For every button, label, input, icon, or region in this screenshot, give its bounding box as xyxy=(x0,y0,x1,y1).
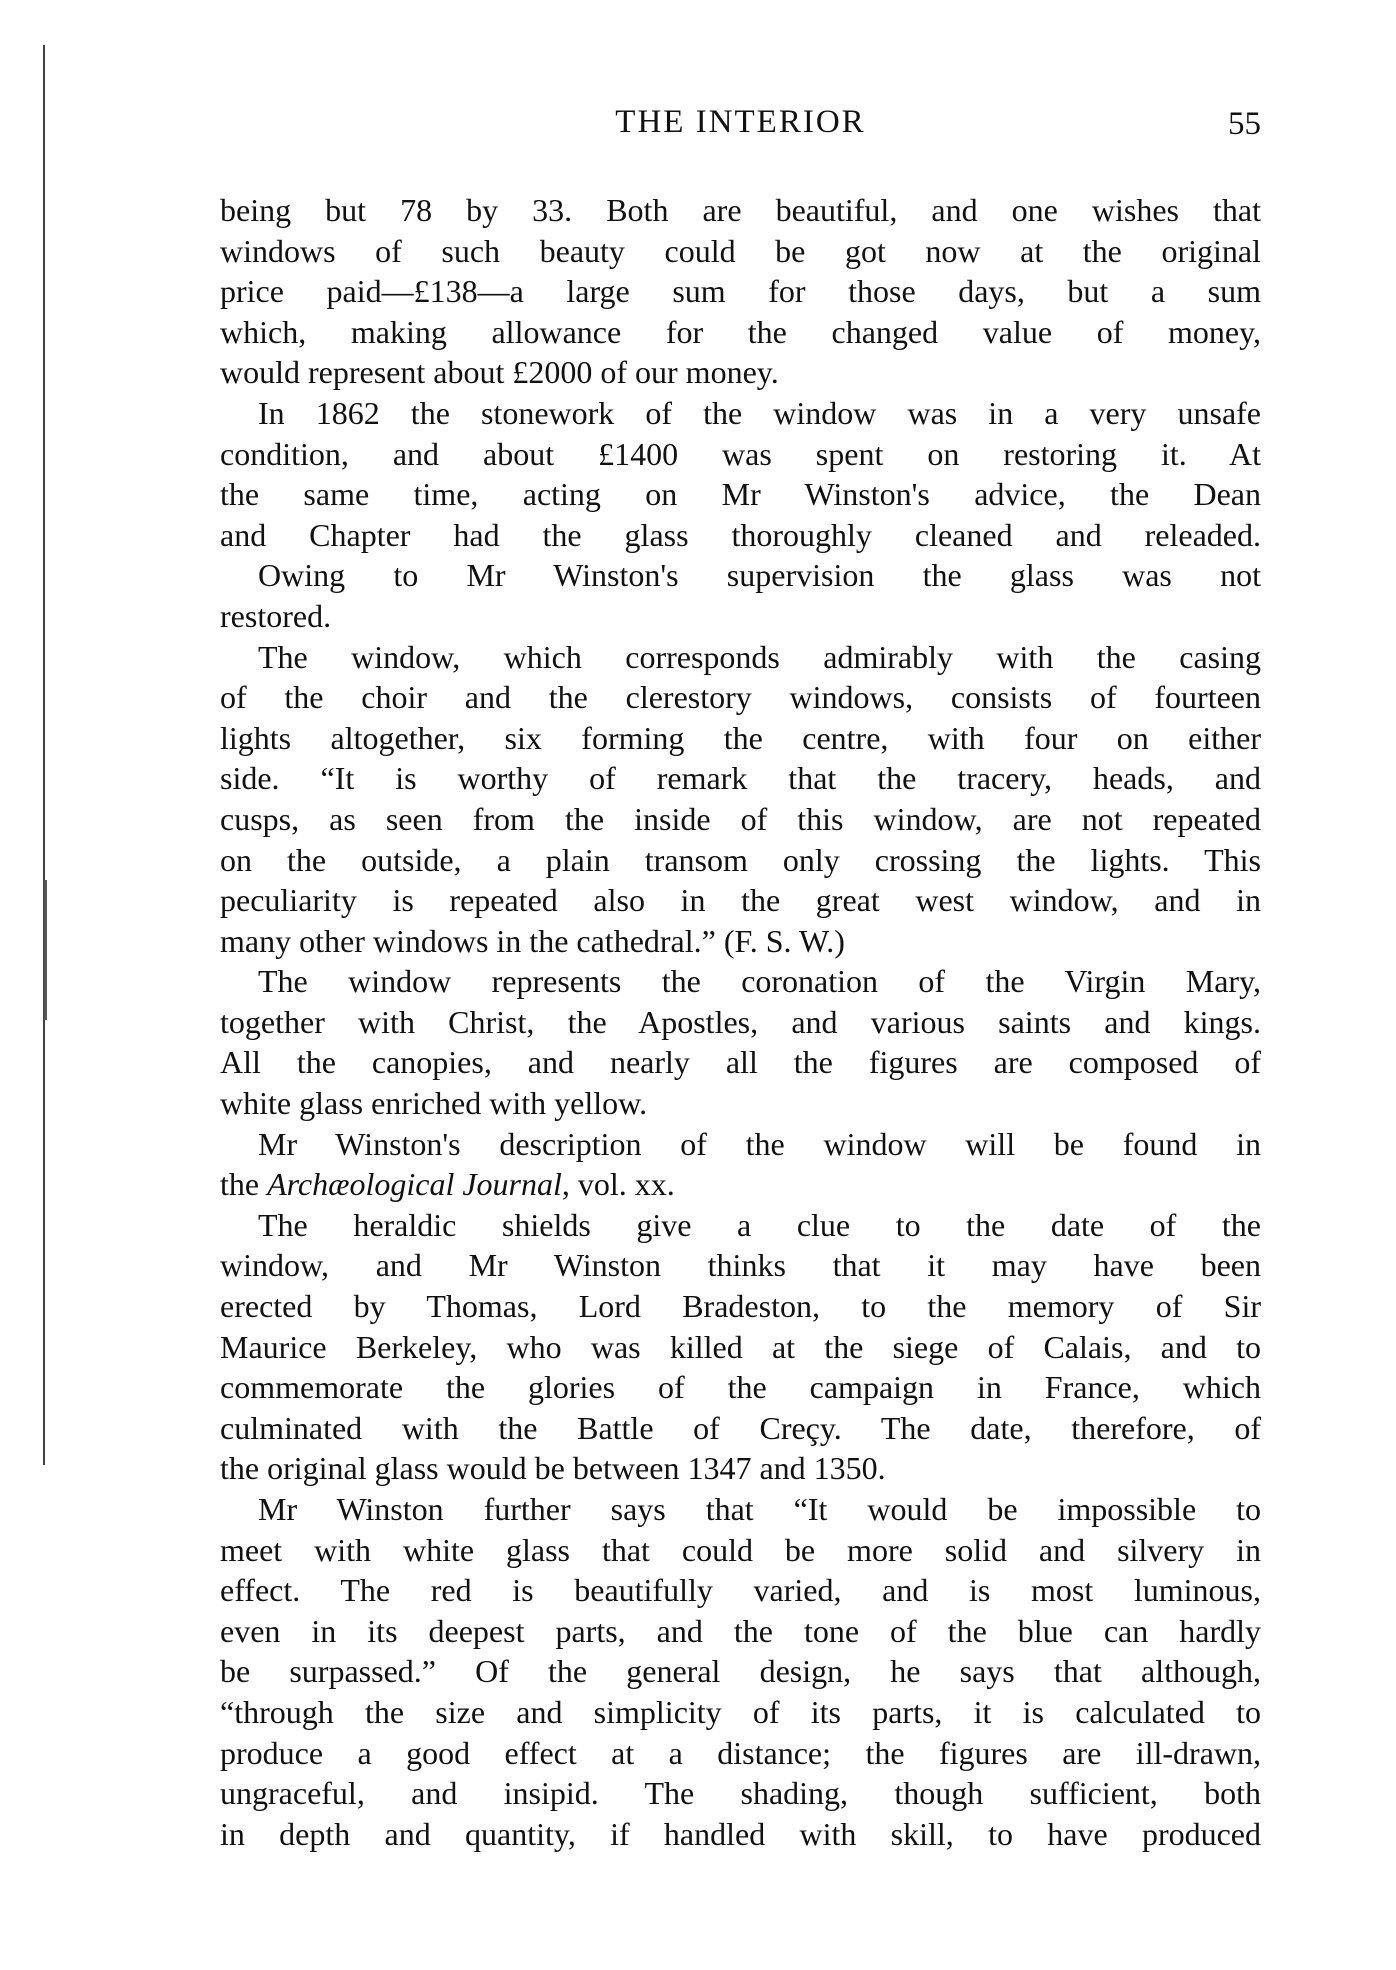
text-segment: be surpassed.” Of the general design, he says that although, xyxy=(220,1653,1261,1690)
text-segment: peculiarity is repeated also in the great west window, and in xyxy=(220,882,1261,919)
running-head xyxy=(220,100,1261,150)
text-segment: Owing to Mr Winston's supervision the glass was not xyxy=(258,557,1261,594)
text-line xyxy=(220,1367,1261,1408)
text-line xyxy=(220,1611,1261,1652)
text-segment: All the canopies, and nearly all the figures are composed of xyxy=(220,1044,1261,1081)
text-line xyxy=(220,434,1261,475)
text-line xyxy=(220,637,1261,678)
text-line xyxy=(220,1773,1261,1814)
text-segment: on the outside, a plain transom only crossing the lights. This xyxy=(220,841,1261,878)
text-segment: , vol. xx. xyxy=(561,1166,675,1203)
text-line xyxy=(220,1083,1261,1124)
text-line xyxy=(220,718,1261,759)
text-line xyxy=(220,352,1261,393)
text-line xyxy=(220,1530,1261,1571)
page-number: 55 xyxy=(1228,106,1261,142)
text-line xyxy=(220,1205,1261,1246)
scan-page-edge-shadow xyxy=(44,880,47,1020)
text-line xyxy=(220,1489,1261,1530)
text-line xyxy=(220,231,1261,272)
text-segment: and Chapter had the glass thoroughly cleaned and releaded. xyxy=(220,516,1261,553)
text-line xyxy=(220,312,1261,353)
text-segment: cusps, as seen from the inside of this window, are not repeated xyxy=(220,800,1261,837)
text-segment: effect. The red is beautifully varied, and is most luminous, xyxy=(220,1572,1261,1609)
text-line xyxy=(220,393,1261,434)
body-text xyxy=(220,190,1261,1854)
text-line xyxy=(220,677,1261,718)
text-line xyxy=(220,1651,1261,1692)
text-segment: which, making allowance for the changed value of money, xyxy=(220,313,1261,350)
text-line xyxy=(220,1448,1261,1489)
text-segment: restored. xyxy=(220,597,332,634)
text-line xyxy=(220,271,1261,312)
text-segment: price paid—£138—a large sum for those days, but a sum xyxy=(220,273,1261,310)
text-line xyxy=(220,921,1261,962)
text-segment: being but 78 by 33. Both are beautiful, and one wishes that xyxy=(220,192,1261,228)
text-segment: condition, and about £1400 was spent on restoring it. At xyxy=(220,435,1261,472)
text-line xyxy=(220,1692,1261,1733)
text-line xyxy=(220,1408,1261,1449)
text-line xyxy=(220,555,1261,596)
text-segment: ungraceful, and insipid. The shading, though sufficient, both xyxy=(220,1775,1261,1812)
text-line xyxy=(220,840,1261,881)
text-segment: erected by Thomas, Lord Bradeston, to the memory of Sir xyxy=(220,1288,1261,1325)
text-segment: the xyxy=(220,1166,268,1203)
text-segment: Maurice Berkeley, who was killed at the siege of Calais, and to xyxy=(220,1328,1261,1365)
text-segment: In 1862 the stonework of the window was in a very unsafe xyxy=(258,394,1261,431)
text-line xyxy=(220,880,1261,921)
text-segment: lights altogether, six forming the centre, with four on either xyxy=(220,719,1261,756)
italic-title: Archæological Journal xyxy=(267,1166,562,1203)
text-segment: Mr Winston's description of the window will be found in xyxy=(258,1125,1261,1162)
text-segment: in depth and quantity, if handled with skill, to have produced xyxy=(220,1815,1261,1852)
text-segment: the same time, acting on Mr Winston's advice, the Dean xyxy=(220,476,1261,513)
text-segment: would represent about £2000 of our money. xyxy=(220,354,779,391)
text-line xyxy=(220,474,1261,515)
text-line xyxy=(220,799,1261,840)
text-line xyxy=(220,515,1261,556)
text-line xyxy=(220,190,1261,231)
text-segment: white glass enriched with yellow. xyxy=(220,1085,648,1122)
text-line xyxy=(220,1245,1261,1286)
text-segment: culminated with the Battle of Creçy. The date, therefore, of xyxy=(220,1409,1261,1446)
text-segment: even in its deepest parts, and the tone of the blue can hardly xyxy=(220,1612,1261,1649)
scan-page-edge xyxy=(43,45,45,1465)
text-segment: the original glass would be between 1347 and 1350. xyxy=(220,1450,886,1487)
text-segment: of the choir and the clerestory windows, consists of fourteen xyxy=(220,679,1261,716)
text-segment: The window represents the coronation of the Virgin Mary, xyxy=(258,963,1261,1000)
text-line xyxy=(220,1164,1261,1205)
text-line xyxy=(220,1042,1261,1083)
text-line xyxy=(220,1124,1261,1165)
text-line xyxy=(220,1733,1261,1774)
text-line xyxy=(220,961,1261,1002)
text-line xyxy=(220,596,1261,637)
text-segment: Mr Winston further says that “It would be impossible to xyxy=(258,1491,1261,1527)
text-line xyxy=(220,758,1261,799)
text-segment: side. “It is worthy of remark that the tracery, heads, and xyxy=(220,760,1261,797)
text-line xyxy=(220,1286,1261,1327)
text-segment: meet with white glass that could be more solid and silvery in xyxy=(220,1531,1261,1568)
text-segment: window, and Mr Winston thinks that it may have been xyxy=(220,1247,1261,1284)
text-segment: The heraldic shields give a clue to the date of the xyxy=(258,1206,1261,1243)
text-segment: “through the size and simplicity of its parts, it is calculated to xyxy=(220,1693,1261,1730)
text-segment: produce a good effect at a distance; the figures are ill-drawn, xyxy=(220,1734,1261,1771)
text-segment: many other windows in the cathedral.” (F. S. W.) xyxy=(220,922,845,959)
text-line xyxy=(220,1570,1261,1611)
text-segment: The window, which corresponds admirably with the casing xyxy=(258,638,1261,675)
chapter-title: THE INTERIOR xyxy=(615,104,866,140)
text-segment: commemorate the glories of the campaign in France, which xyxy=(220,1369,1261,1406)
text-segment: windows of such beauty could be got now at the original xyxy=(220,232,1261,269)
text-line xyxy=(220,1814,1261,1855)
text-segment: together with Christ, the Apostles, and various saints and kings. xyxy=(220,1003,1261,1040)
text-line xyxy=(220,1327,1261,1368)
text-line xyxy=(220,1002,1261,1043)
